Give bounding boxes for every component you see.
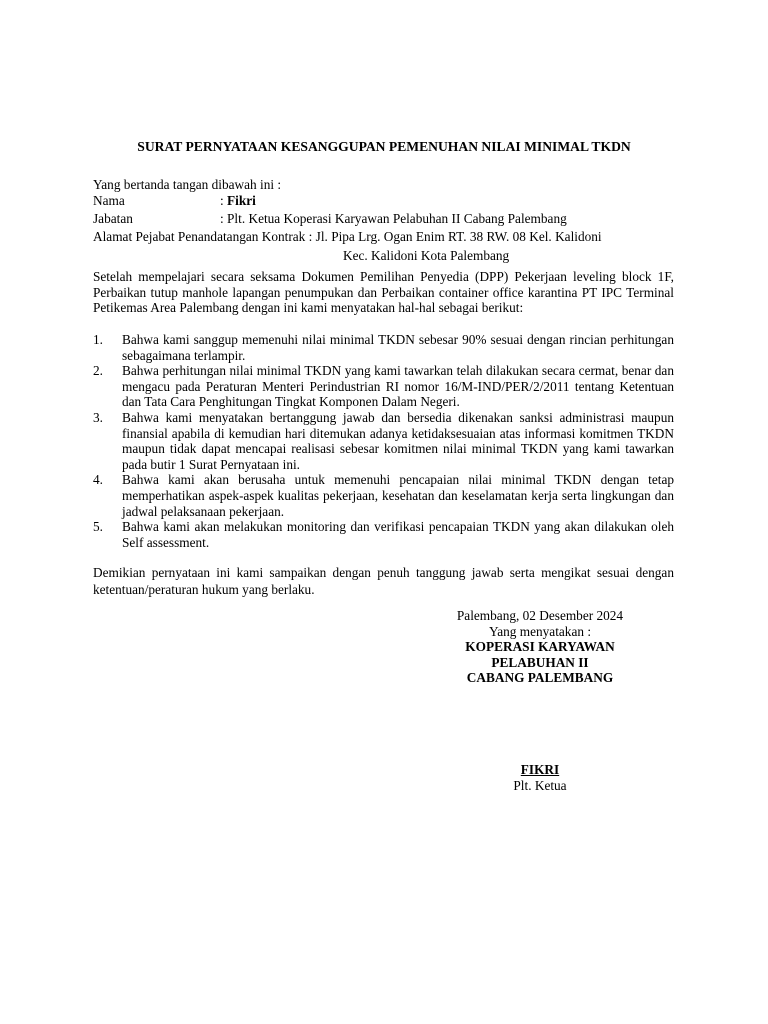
field-alamat-value-line2: Kec. Kalidoni Kota Palembang bbox=[343, 248, 510, 263]
list-item-number: 1. bbox=[93, 332, 103, 347]
list-item-number: 5. bbox=[93, 519, 103, 535]
list-item bbox=[93, 363, 674, 410]
field-nama bbox=[93, 193, 256, 209]
organization-line-2: PELABUHAN II bbox=[491, 654, 589, 670]
field-nama-value: Fikri bbox=[227, 193, 256, 208]
list-item bbox=[93, 519, 674, 550]
list-item-text: Bahwa perhitungan nilai minimal TKDN yang kami tawarkan telah dilakukan secara cermat, benar dan mengacu pada Peraturan Menteri Perindustrian RI nomor 16/M-IND/PER/2/2011 tentang Ketentuan dan Tata Cara Penghitungan Tingkat Komponen Dalam Negeri. bbox=[122, 363, 674, 410]
list-item bbox=[93, 410, 674, 472]
organization-line-1: KOPERASI KARYAWAN bbox=[465, 639, 615, 655]
list-item bbox=[93, 472, 674, 519]
place-date: Palembang, 02 Desember 2024 bbox=[456, 608, 624, 623]
field-jabatan-value: Plt. Ketua Koperasi Karyawan Pelabuhan II Cabang Palembang bbox=[227, 211, 567, 226]
list-item-number: 2. bbox=[93, 363, 103, 379]
closing-paragraph: Demikian pernyataan ini kami sampaikan dengan penuh tanggung jawab serta mengikat sesuai dengan ketentuan/peraturan hukum yang berlaku. bbox=[93, 565, 674, 597]
field-separator: : bbox=[220, 211, 228, 226]
signer-title: Plt. Ketua bbox=[513, 777, 567, 793]
field-separator: : bbox=[308, 229, 316, 244]
field-separator: : bbox=[220, 193, 228, 208]
field-alamat-value-line1: Jl. Pipa Lrg. Ogan Enim RT. 38 RW. 08 Kel. Kalidoni bbox=[315, 229, 602, 244]
list-item-text: Bahwa kami akan melakukan monitoring dan verifikasi pencapaian TKDN yang akan dilakukan oleh Self assessment. bbox=[122, 519, 674, 550]
field-alamat bbox=[93, 229, 602, 245]
statement-list bbox=[93, 332, 674, 550]
intro-text: Yang bertanda tangan dibawah ini : bbox=[93, 177, 282, 192]
organization-line-3: CABANG PALEMBANG bbox=[466, 670, 614, 686]
signature-block bbox=[400, 608, 680, 686]
document-title: SURAT PERNYATAAN KESANGGUPAN PEMENUHAN NILAI MINIMAL TKDN bbox=[137, 139, 631, 154]
list-item-text: Bahwa kami sanggup memenuhi nilai minimal TKDN sebesar 90% sesuai dengan rincian perhitungan sebagaimana terlampir. bbox=[122, 332, 674, 363]
list-item-text: Bahwa kami akan berusaha untuk memenuhi pencapaian nilai minimal TKDN dengan tetap memperhatikan aspek-aspek kualitas pekerjaan, kesehatan dan keselamatan kerja serta lingkungan dan jadwal pelaksanaan pekerjaan. bbox=[122, 472, 674, 519]
stated-by-label: Yang menyatakan : bbox=[488, 623, 592, 639]
field-jabatan bbox=[93, 211, 567, 227]
list-item-number: 3. bbox=[93, 409, 103, 425]
field-nama-label: Nama bbox=[93, 193, 125, 208]
list-item-text: Bahwa kami menyatakan bertanggung jawab dan bersedia dikenakan sanksi administrasi maupun finansial apabila di kemudian hari ditemukan adanya ketidaksesuaian atas informasi komitmen TKDN maupun tidak dapat mencapai realisasi sebesar komitmen nilai minimal TKDN yang kami tawarkan pada butir 1 Surat Pernyataan ini. bbox=[122, 409, 674, 472]
signer-name: FIKRI bbox=[520, 762, 560, 777]
list-item bbox=[93, 332, 674, 363]
field-alamat-label: Alamat Pejabat Penandatangan Kontrak bbox=[93, 229, 306, 244]
body-paragraph: Setelah mempelajari secara seksama Dokumen Pemilihan Penyedia (DPP) Pekerjaan leveling block 1F, Perbaikan tutup manhole lapangan penumpukan dan Perbaikan container office karantina PT IPC Terminal Petikemas Area Palembang dengan ini kami menyatakan hal-hal sebagai berikut: bbox=[93, 269, 674, 316]
list-item-number: 4. bbox=[93, 472, 103, 488]
field-jabatan-label: Jabatan bbox=[93, 211, 133, 226]
signer-block bbox=[400, 762, 680, 793]
